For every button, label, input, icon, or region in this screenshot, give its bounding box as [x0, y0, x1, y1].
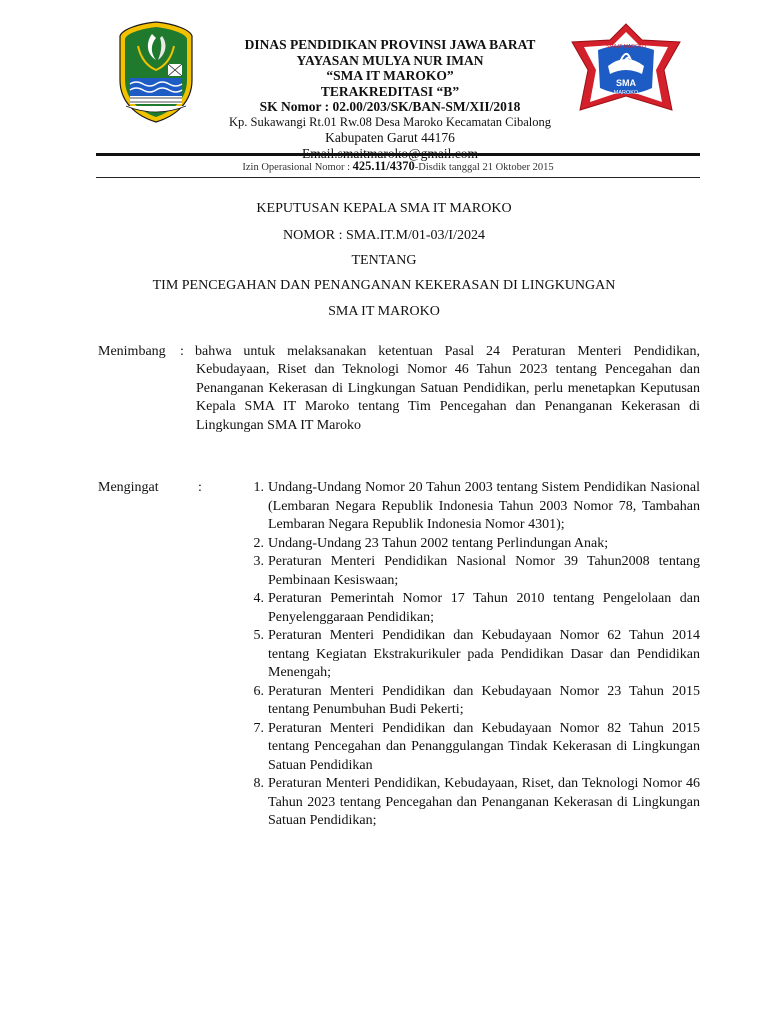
school-name: “SMA IT MAROKO” [326, 68, 454, 83]
list-item [240, 535, 700, 554]
list-item-number: 7. [253, 720, 264, 736]
list-item-text: Peraturan Menteri Pendidikan dan Kebudayaan Nomor 62 Tahun 2014 tentang Kegiatan Ekstrakurikuler pada Pendidikan Dasar dan Pendidikan Menengah; [268, 628, 700, 680]
letterhead [200, 37, 580, 161]
west-java-emblem-icon [116, 20, 196, 124]
accreditation: TERAKREDITASI “B” [320, 83, 460, 99]
list-item-number: 5. [253, 628, 264, 643]
decree-subject-line2: SMA IT MAROKO [328, 304, 440, 319]
letterhead-rule [96, 153, 700, 156]
decree-number: NOMOR : SMA.IT.M/01-03/I/2024 [283, 228, 485, 243]
letterhead-rule-thin [96, 177, 700, 178]
svg-text:SMA IT MAROKO: SMA IT MAROKO [606, 44, 646, 50]
mengingat-label: Mengingat [98, 480, 159, 495]
list-item [240, 627, 700, 683]
list-item-number: 3. [253, 554, 264, 569]
list-item-text: Undang-Undang 23 Tahun 2002 tentang Perlindungan Anak; [268, 535, 609, 551]
list-item-text: Peraturan Pemerintah Nomor 17 Tahun 2010 tentang Pengelolaan dan Penyelenggaraan Pendidikan; [268, 591, 700, 625]
list-item [240, 683, 700, 720]
sk-number: SK Nomor : 02.00/203/SK/BAN-SM/XII/2018 [259, 99, 521, 114]
decree-subject-line1: TIM PENCEGAHAN DAN PENANGANAN KEKERASAN DI LINGKUNGAN [152, 278, 616, 293]
list-item [240, 775, 700, 831]
menimbang-label: Menimbang [98, 344, 166, 359]
list-item-text: Peraturan Menteri Pendidikan dan Kebudayaan Nomor 23 Tahun 2015 tentang Penumbuhan Budi Pekerti; [268, 683, 700, 717]
list-item-number: 1. [253, 480, 264, 495]
mengingat-colon: : [198, 480, 202, 495]
permit-prefix: Izin Operasional Nomor : [242, 162, 353, 173]
decree-title: KEPUTUSAN KEPALA SMA IT MAROKO [256, 201, 512, 216]
foundation-name: YAYASAN MULYA NUR IMAN [296, 52, 484, 68]
permit-suffix: -Disdik tanggal 21 Oktober 2015 [414, 162, 554, 173]
operational-permit [96, 159, 700, 174]
svg-text:MAROKO: MAROKO [613, 90, 639, 96]
sma-it-maroko-shield-icon [568, 22, 684, 122]
decree-about: TENTANG [351, 253, 417, 268]
svg-text:SMA: SMA [616, 78, 636, 88]
list-item-number: 4. [253, 591, 264, 606]
list-item-number: 6. [253, 683, 264, 699]
list-item [240, 553, 700, 590]
list-item-text: Undang-Undang Nomor 20 Tahun 2003 tentang Sistem Pendidikan Nasional (Lembaran Negara Republik Indonesia Tahun 2003 Nomor 78, Tambahan Lembaran Negara Republik Indonesia Nomor 4301); [268, 480, 700, 532]
list-item-number: 2. [253, 535, 264, 551]
menimbang-text: Kebudayaan, Riset dan Teknologi Nomor 46 Tahun 2023 tentang Pencegahan dan Penanganan Kekerasan di Lingkungan Satuan Pendidikan, perlu menetapkan Keputusan Kepala SMA IT Maroko tentang Tim Pencegahan dan Penanganan Kekerasan di Lingkungan SMA IT Maroko [196, 362, 700, 433]
list-item-text: Peraturan Menteri Pendidikan Nasional Nomor 39 Tahun2008 tentang Pembinaan Kesiswaan; [268, 554, 700, 588]
list-item [240, 720, 700, 776]
legal-basis-list [240, 479, 700, 831]
list-item-number: 8. [253, 776, 264, 791]
regency: Kabupaten Garut 44176 [325, 130, 455, 145]
agency-name: DINAS PENDIDIKAN PROVINSI JAWA BARAT [244, 37, 536, 52]
list-item-text: Peraturan Menteri Pendidikan dan Kebudayaan Nomor 82 Tahun 2015 tentang Pencegahan dan Penanggulangan Tindak Kekerasan di Lingkungan Satuan Pendidikan [268, 720, 700, 773]
list-item [240, 479, 700, 535]
menimbang-colon: : [180, 344, 184, 359]
list-item-text: Peraturan Menteri Pendidikan, Kebudayaan, Riset, dan Teknologi Nomor 46 Tahun 2023 tentang Pencegahan dan Penanganan Kekerasan di Lingkungan Satuan Pendidikan; [268, 776, 700, 828]
menimbang-first-line: bahwa untuk melaksanakan ketentuan Pasal 24 Peraturan Menteri Pendidikan, [195, 344, 700, 359]
list-item [240, 590, 700, 627]
address: Kp. Sukawangi Rt.01 Rw.08 Desa Maroko Kecamatan Cibalong [228, 114, 552, 129]
permit-number: 425.11/4370 [352, 159, 415, 173]
